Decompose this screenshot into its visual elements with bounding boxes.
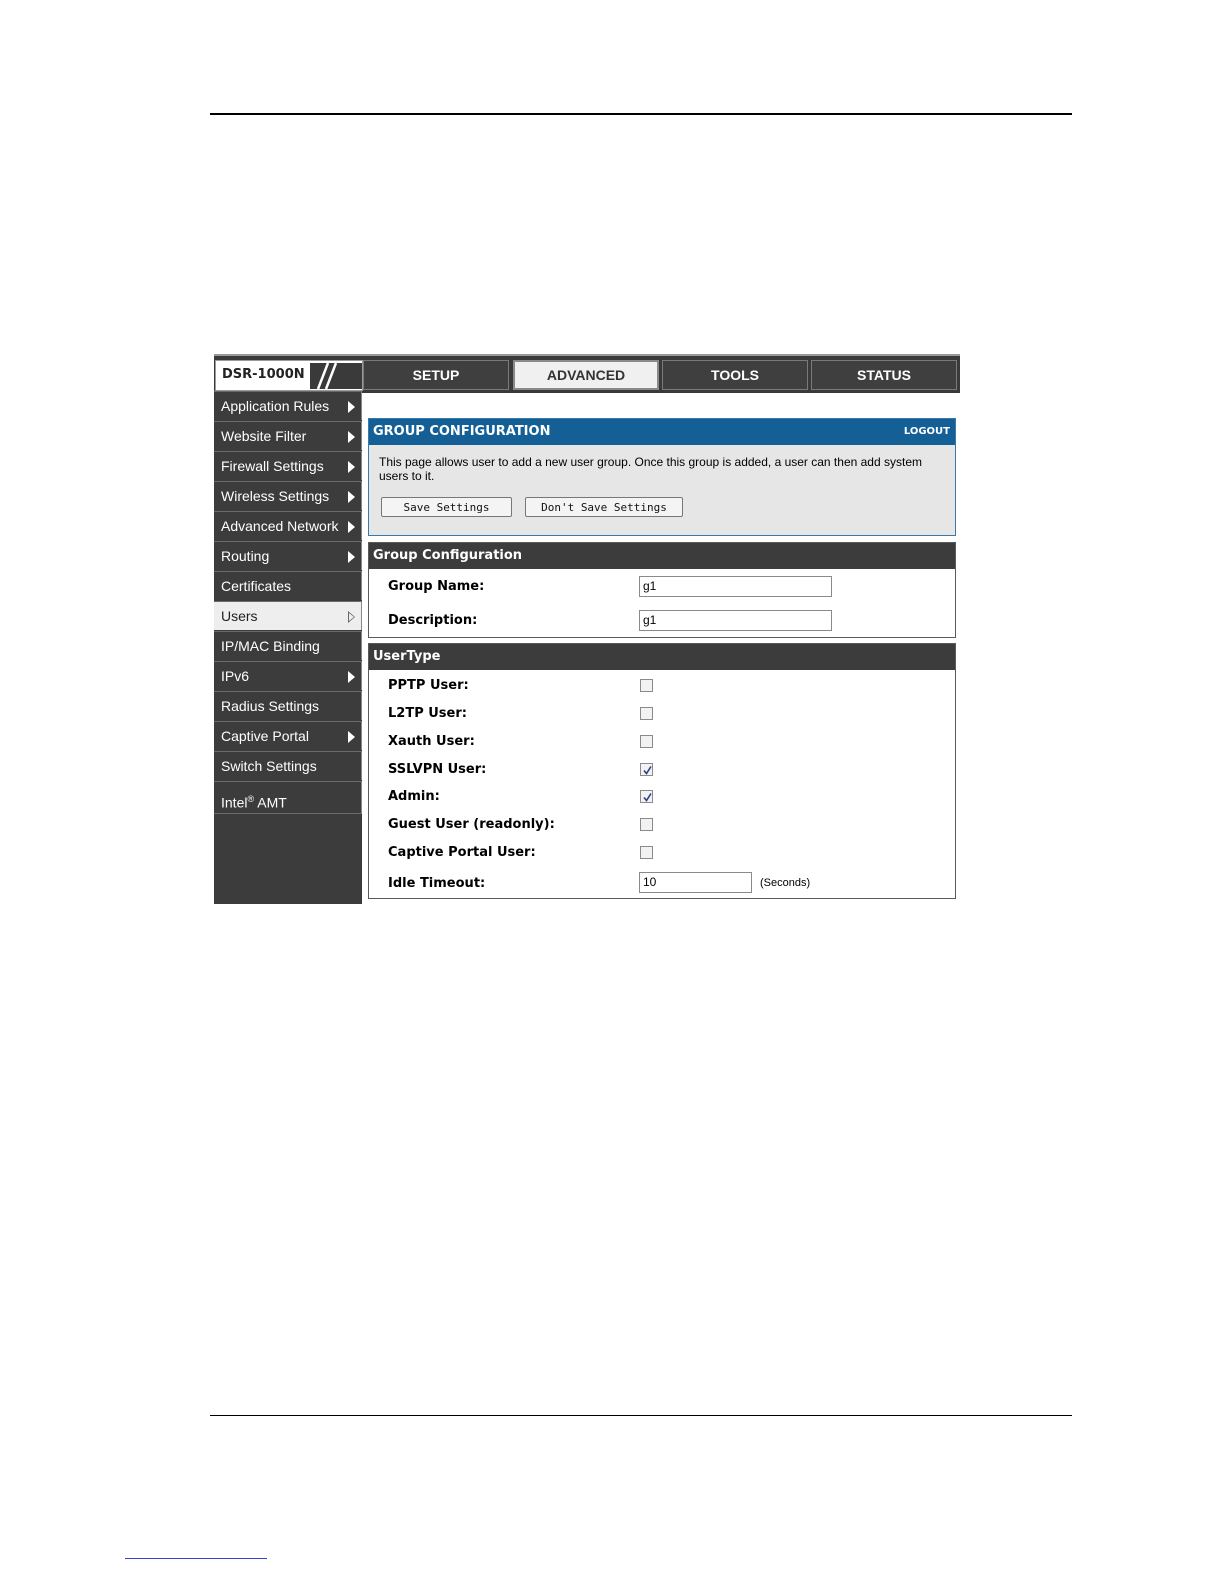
logout-link[interactable]: LOGOUT [903, 426, 950, 437]
sidebar-item-label: Website Filter [221, 428, 307, 444]
sidebar-item-label: Users [221, 608, 258, 624]
xauth-user-checkbox[interactable] [640, 735, 653, 748]
footer-link-underline [125, 1558, 267, 1559]
captive-portal-user-label: Captive Portal User: [388, 845, 536, 860]
sidebar-item-advanced-network[interactable] [214, 511, 362, 540]
sidebar-item-label-suffix: AMT [254, 794, 287, 811]
captive-portal-user-checkbox[interactable] [640, 846, 653, 859]
sslvpn-user-label: SSLVPN User: [388, 762, 487, 777]
page-title: GROUP CONFIGURATION [373, 424, 551, 439]
arrow-right-icon [348, 491, 355, 503]
user-type-panel [368, 643, 956, 899]
admin-checkbox[interactable] [640, 790, 653, 803]
sidebar-item-firewall-settings[interactable] [214, 451, 362, 480]
user-type-title: UserType [369, 644, 955, 670]
arrow-right-icon [348, 551, 355, 563]
sidebar-item-website-filter[interactable] [214, 421, 362, 450]
sslvpn-user-checkbox[interactable] [640, 763, 653, 776]
arrow-right-icon [348, 431, 355, 443]
page-top-rule [210, 113, 1072, 115]
sidebar-item-ipv6[interactable] [214, 661, 362, 690]
sidebar-item-captive-portal[interactable] [214, 721, 362, 750]
arrow-right-icon [348, 731, 355, 743]
sidebar-item-label: Certificates [221, 578, 292, 594]
arrow-right-icon [348, 461, 355, 473]
sidebar-item-label: Firewall Settings [221, 458, 324, 474]
sidebar-item-label: Routing [221, 548, 270, 564]
logo-slashes-icon [310, 363, 362, 389]
sidebar-item-label: Intel [221, 794, 248, 811]
idle-timeout-input[interactable]: 10 [639, 872, 752, 893]
sidebar-item-label: Application Rules [221, 398, 330, 414]
pptp-user-checkbox[interactable] [640, 679, 653, 692]
sidebar-item-radius-settings[interactable] [214, 691, 362, 720]
group-name-input[interactable]: g1 [639, 576, 832, 597]
sidebar-item-switch-settings[interactable] [214, 751, 362, 780]
sidebar-item-wireless-settings[interactable] [214, 481, 362, 510]
description-input[interactable]: g1 [639, 610, 832, 631]
sidebar-item-label: Captive Portal [221, 728, 309, 744]
group-configuration-info-box [368, 418, 956, 536]
tab-advanced[interactable]: ADVANCED [513, 360, 659, 390]
tab-tools[interactable]: TOOLS [662, 360, 808, 390]
arrow-right-icon [348, 671, 355, 683]
page-description: This page allows user to add a new user group. Once this group is added, a user can then add system users to it. [379, 455, 922, 483]
sidebar-menu [214, 391, 362, 904]
idle-timeout-label: Idle Timeout: [388, 876, 486, 891]
sidebar-item-users[interactable] [214, 601, 362, 630]
arrow-right-icon [348, 401, 355, 413]
admin-label: Admin: [388, 789, 440, 804]
dont-save-settings-button[interactable]: Don't Save Settings [525, 497, 683, 517]
description-label: Description: [388, 613, 478, 628]
checkmark-icon [641, 791, 654, 804]
sidebar-item-routing[interactable] [214, 541, 362, 570]
group-configuration-panel [368, 542, 956, 638]
device-model: DSR-1000N [222, 367, 305, 382]
sidebar-item-label: Advanced Network [221, 518, 339, 534]
pptp-user-label: PPTP User: [388, 678, 469, 693]
sidebar-item-label: Switch Settings [221, 758, 317, 774]
router-admin-screenshot [214, 354, 960, 904]
sidebar-item-application-rules[interactable] [214, 391, 362, 420]
top-navigation-bar [214, 354, 960, 393]
sidebar-item-label: Wireless Settings [221, 488, 330, 504]
group-configuration-title: Group Configuration [369, 543, 955, 569]
xauth-user-label: Xauth User: [388, 734, 475, 749]
l2tp-user-checkbox[interactable] [640, 707, 653, 720]
sidebar-item-intel-amt[interactable] [214, 781, 362, 814]
save-settings-button[interactable]: Save Settings [381, 497, 512, 517]
device-logo [215, 360, 363, 391]
sidebar-item-ip-mac-binding[interactable] [214, 631, 362, 660]
arrow-right-outline-icon [348, 611, 355, 623]
info-box-header [369, 419, 955, 445]
guest-user-label: Guest User (readonly): [388, 817, 555, 832]
sidebar-item-certificates[interactable] [214, 571, 362, 600]
l2tp-user-label: L2TP User: [388, 706, 467, 721]
sidebar-item-label: IP/MAC Binding [221, 638, 320, 654]
group-name-label: Group Name: [388, 579, 485, 594]
tab-status[interactable]: STATUS [811, 360, 957, 390]
tab-setup[interactable]: SETUP [363, 360, 509, 390]
sidebar-item-label: IPv6 [221, 668, 250, 684]
checkmark-icon [641, 764, 654, 777]
guest-user-checkbox[interactable] [640, 818, 653, 831]
registered-mark: ® [247, 794, 255, 804]
sidebar-item-label: Radius Settings [221, 698, 320, 714]
page-bottom-rule [210, 1415, 1072, 1416]
arrow-right-icon [348, 521, 355, 533]
idle-timeout-unit: (Seconds) [760, 877, 811, 889]
